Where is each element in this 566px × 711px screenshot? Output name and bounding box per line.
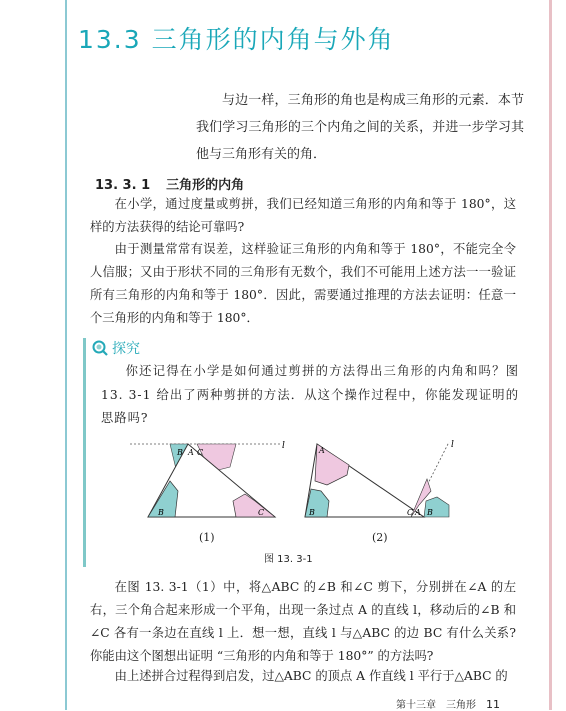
label-a-2: A xyxy=(319,446,325,455)
figure-1-number: (1) xyxy=(199,531,215,544)
explore-text: 你还记得在小学是如何通过剪拼的方法得出三角形的内角和吗？图 13. 3-1 给出了两种剪拼的方法．从这个操作过程中，你能发现证明的思路吗? xyxy=(101,364,519,425)
section-title: 三角形的内角 xyxy=(166,178,245,193)
figure-2-number: (2) xyxy=(372,531,388,544)
page-footer xyxy=(396,696,500,711)
label-c-top: C xyxy=(197,448,204,457)
paragraph-2: 由于测量常常有误差，这样验证三角形的内角和等于 180°，不能完全令人信服；又由于形状不同的三角形有无数个，我们不可能用上述方法一一验证所有三角形的内角和等于 180°．因此，需要通过推理的方法去证明：任意一个三角形的内角和等于 180°． xyxy=(90,242,516,325)
explore-box xyxy=(83,338,519,567)
page-edge-bar xyxy=(549,0,552,710)
section-number: 13. 3. 1 xyxy=(95,178,151,193)
explore-label: 探究 xyxy=(112,341,140,357)
magnifier-icon xyxy=(92,340,108,356)
paragraph-4: 由上述拼合过程得到启发，过△ABC 的顶点 A 作直线 l 平行于△ABC 的 xyxy=(114,669,508,683)
cut-corner-c xyxy=(233,494,275,517)
label-b-top: B xyxy=(177,448,183,457)
figure-2-diagram xyxy=(299,439,459,519)
label-b-3: B xyxy=(427,508,433,517)
section-intro: 与边一样，三角形的角也是构成三角形的元素．本节我们学习三角形的三个内角之间的关系，并进一步学习其他与三角形有关的角． xyxy=(196,93,524,162)
margin-rule xyxy=(65,0,67,710)
paragraph-1: 在小学，通过度量或剪拼，我们已经知道三角形的内角和等于 180°，这样的方法获得的结论可靠吗? xyxy=(90,197,516,234)
label-c-2: C xyxy=(407,508,414,517)
label-l-2: l xyxy=(451,440,454,450)
figure-1-diagram xyxy=(130,439,290,519)
label-l: l xyxy=(282,441,285,451)
figure-caption: 图 13. 3-1 xyxy=(264,554,313,565)
paragraph-3: 在图 13. 3-1（1）中，将△ABC 的∠B 和∠C 剪下，分别拼在∠A 的左右，三个角合起来形成一个平角，出现一条过点 A 的直线 l，移动后的∠B 和∠C 各有一条边在直线 l 上．想一想，直线 l 与△ABC 的边 BC 有什么关系?你能由这个图想出证明 “三角形的内角和等于 180°” 的方法吗? xyxy=(90,580,516,663)
label-a-3: A xyxy=(415,508,421,517)
chapter-title: 13.3 三角形的内角与外角 xyxy=(78,25,395,54)
explore-header xyxy=(92,338,140,358)
label-a-top: A xyxy=(188,448,194,457)
page-number: 11 xyxy=(486,698,500,711)
label-c-bottom: C xyxy=(258,508,265,517)
label-b-2: B xyxy=(309,508,315,517)
label-b-bottom: B xyxy=(158,508,164,517)
section-heading xyxy=(95,174,244,193)
footer-chapter: 第十三章 三角形 xyxy=(396,700,476,711)
